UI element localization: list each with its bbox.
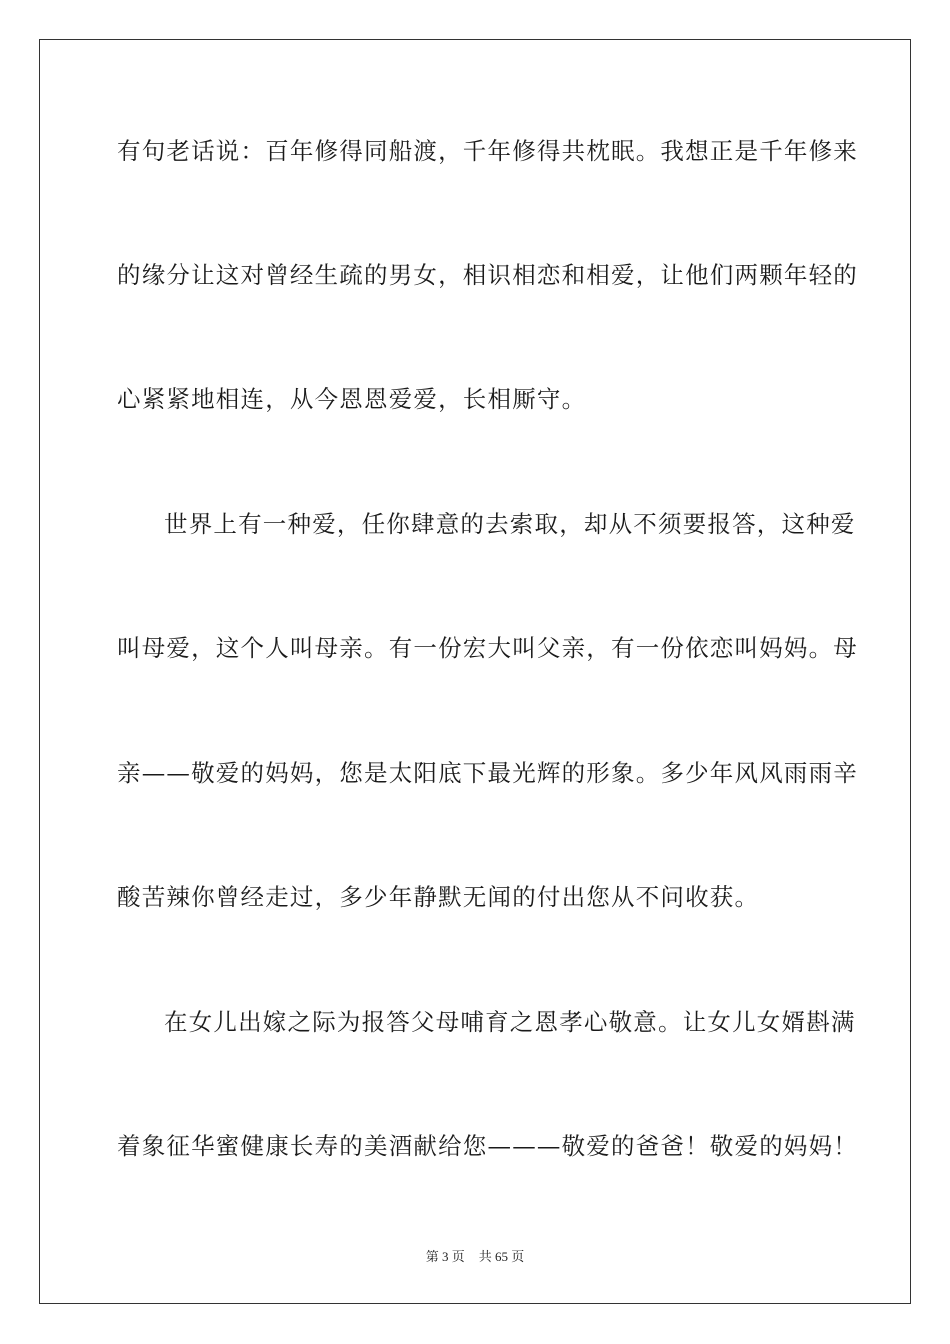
body-line-5: 叫母爱，这个人叫母亲。有一份宏大叫父亲，有一份依恋叫妈妈。母 xyxy=(117,634,858,662)
page-footer xyxy=(0,1248,950,1266)
body-line-8: 在女儿出嫁之际为报答父母哺育之恩孝心敬意。让女儿女婿斟满 xyxy=(164,1008,856,1036)
body-line-6: 亲——敬爱的妈妈，您是太阳底下最光辉的形象。多少年风风雨雨辛 xyxy=(117,759,858,787)
body-line-3: 心紧紧地相连，从今恩恩爱爱，长相厮守。 xyxy=(117,385,587,413)
page-total: 共 65 页 xyxy=(478,1249,525,1264)
body-line-1: 有句老话说：百年修得同船渡，千年修得共枕眠。我想正是千年修来 xyxy=(117,137,858,165)
body-line-9: 着象征华蜜健康长寿的美酒献给您———敬爱的爸爸！敬爱的妈妈！ xyxy=(117,1132,858,1160)
page-number: 第 3 页 xyxy=(425,1249,465,1264)
body-line-4: 世界上有一种爱，任你肆意的去索取，却从不须要报答，这种爱 xyxy=(164,510,856,538)
body-line-7: 酸苦辣你曾经走过，多少年静默无闻的付出您从不问收获。 xyxy=(117,883,760,911)
body-line-2: 的缘分让这对曾经生疏的男女，相识相恋和相爱，让他们两颗年轻的 xyxy=(117,261,858,289)
page-border xyxy=(39,39,911,1304)
